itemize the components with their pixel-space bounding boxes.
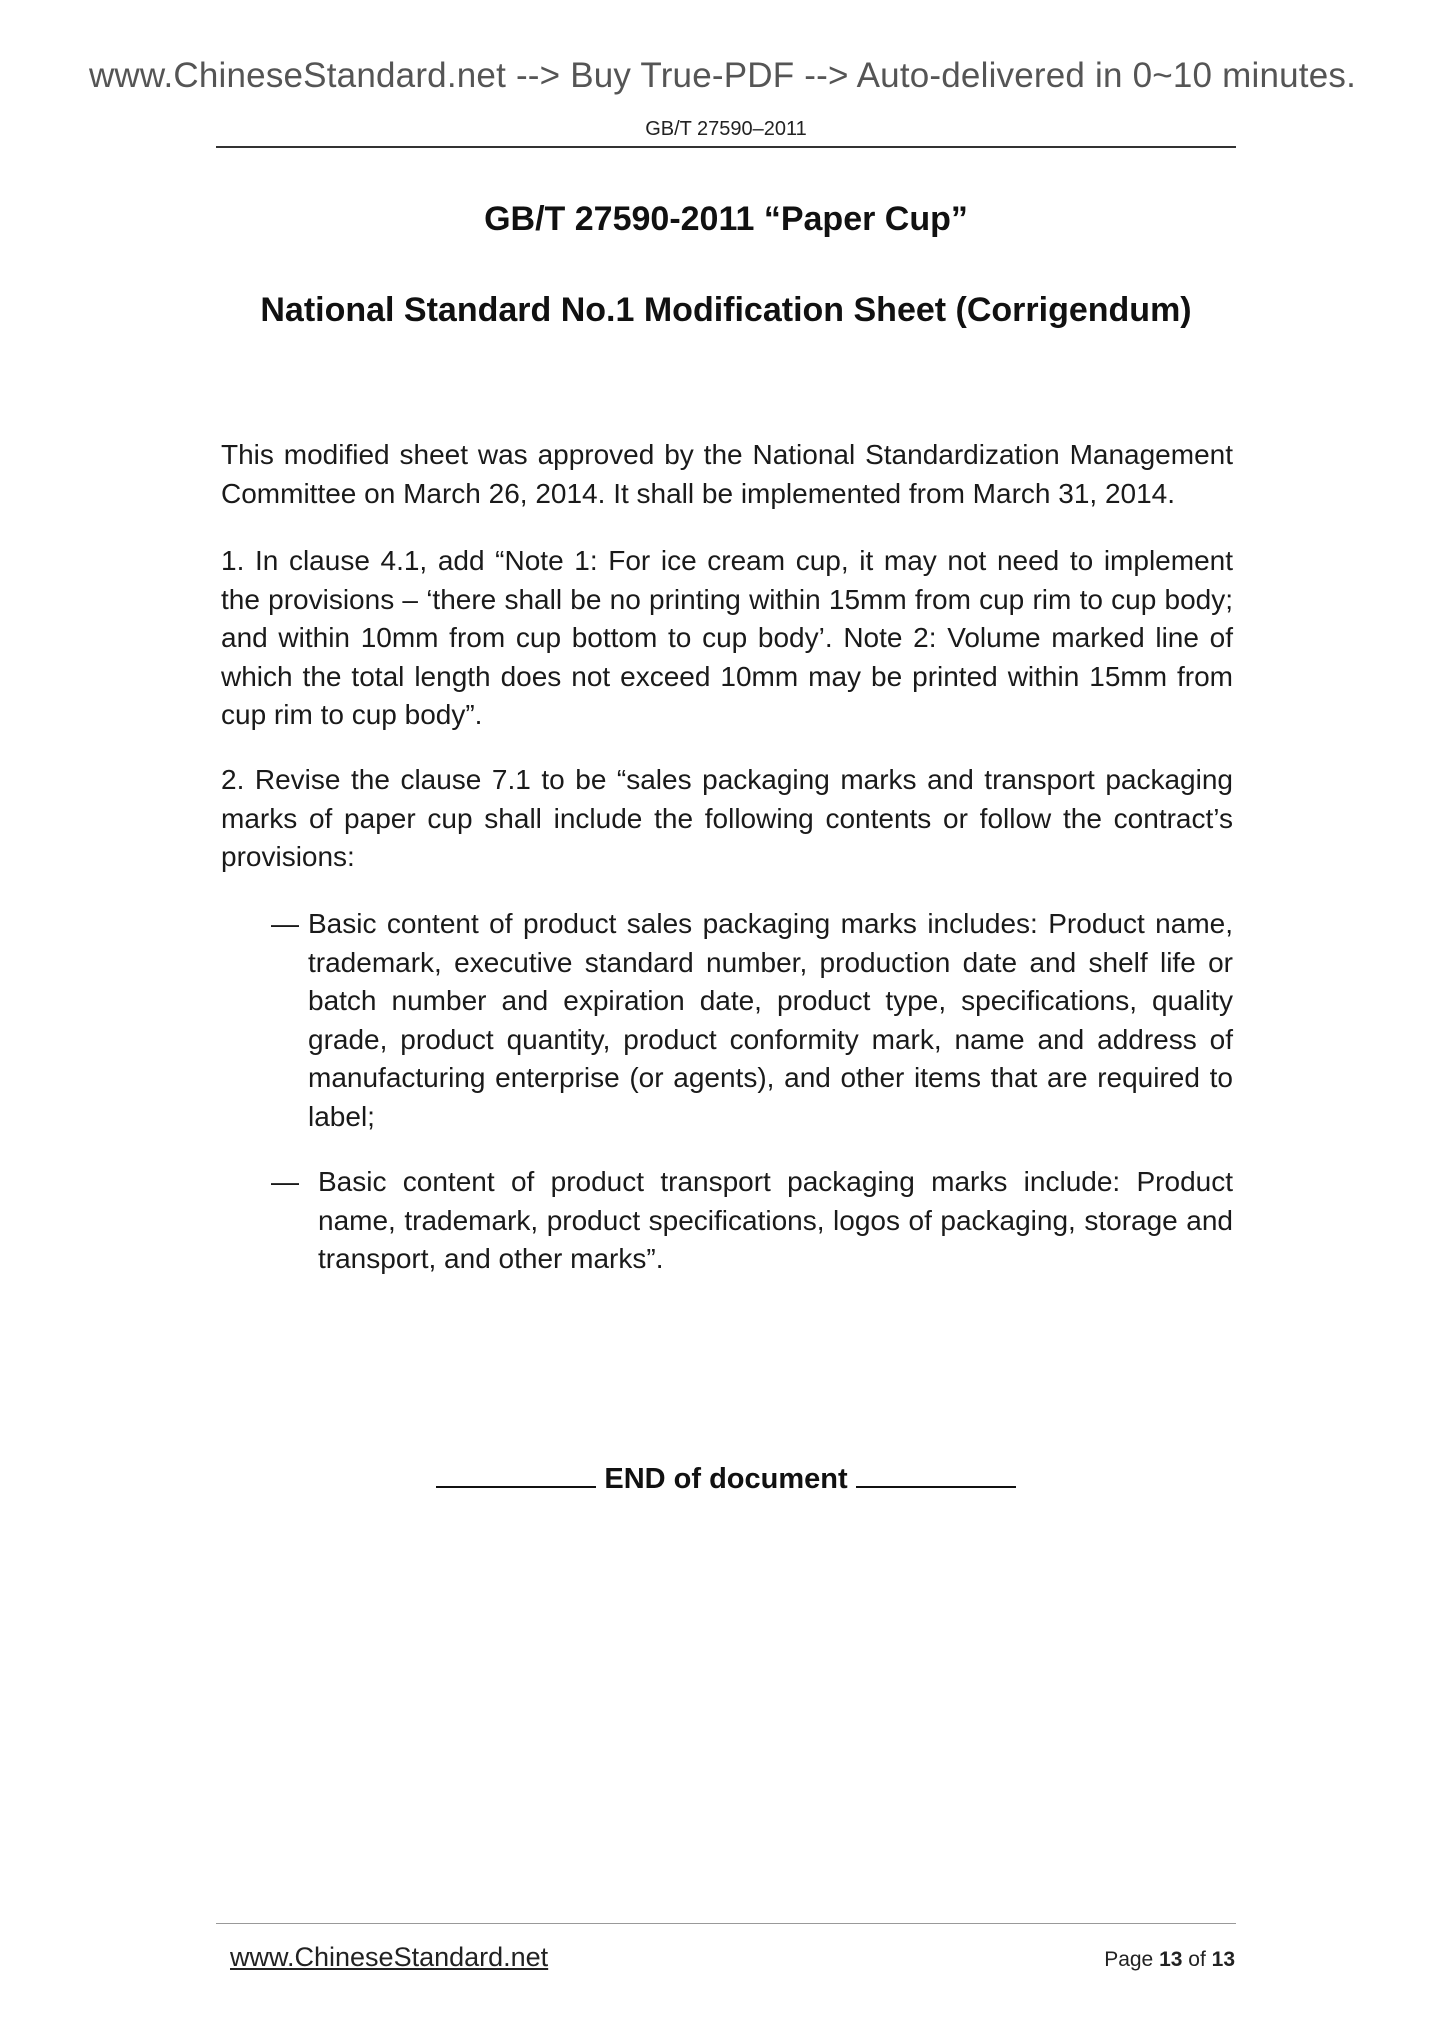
approval-paragraph: This modified sheet was approved by the National Standardization Management Committee on March 26, 2014. It shall be implemented from March 31, 2014. [221, 439, 1233, 509]
modification-item-1: 1. In clause 4.1, add “Note 1: For ice cream cup, it may not need to implement the provisions – ‘there shall be no printing within 15mm from cup rim to cup body; and within 10mm from cup bottom to cup body’. Note 2: Volume marked line of which the total length does not exceed 10mm may be printed within 15mm from cup rim to cup body”. [221, 545, 1233, 730]
dash-bullet: — [271, 1166, 299, 1197]
page-prefix: Page [1104, 1948, 1154, 1971]
end-text: END of document [604, 1463, 848, 1495]
top-banner: www.ChineseStandard.net --> Buy True-PDF --> Auto-delivered in 0~10 minutes. [88, 56, 1357, 95]
dash-item-text: Basic content of product transport packaging marks include: Product name, trademark, product specifications, logos of packaging, storage and transport, and other marks”. [318, 1166, 1233, 1274]
standard-number-header: GB/T 27590–2011 [645, 118, 807, 140]
page-of: of [1188, 1948, 1206, 1971]
dash-bullet: — [271, 908, 299, 939]
end-of-document [216, 1462, 1236, 1496]
modification-item-2: 2. Revise the clause 7.1 to be “sales packaging marks and transport packaging marks of paper cup shall include the following contents or follow the contract’s provisions: [221, 764, 1233, 872]
dash-item-text: Basic content of product sales packaging marks includes: Product name, trademark, executive standard number, production date and shelf life or batch number and expiration date, product type, specifications, quality grade, product quantity, product conformity mark, name and address of manufacturing enterprise (or agents), and other items that are required to label; [308, 908, 1233, 1132]
header-divider [216, 146, 1236, 148]
page-current: 13 [1159, 1948, 1183, 1971]
footer-divider [216, 1923, 1236, 1924]
document-subtitle: National Standard No.1 Modification Sheet (Corrigendum) [260, 291, 1192, 329]
end-underline-left [436, 1462, 596, 1488]
dash-list-item [271, 1163, 1233, 1279]
document-title: GB/T 27590-2011 “Paper Cup” [484, 200, 968, 238]
footer-website-link[interactable]: www.ChineseStandard.net [230, 1942, 549, 1972]
page-number [1104, 1948, 1235, 1972]
dash-list-item [271, 905, 1233, 1136]
end-underline-right [856, 1462, 1016, 1488]
page-total: 13 [1211, 1948, 1235, 1971]
